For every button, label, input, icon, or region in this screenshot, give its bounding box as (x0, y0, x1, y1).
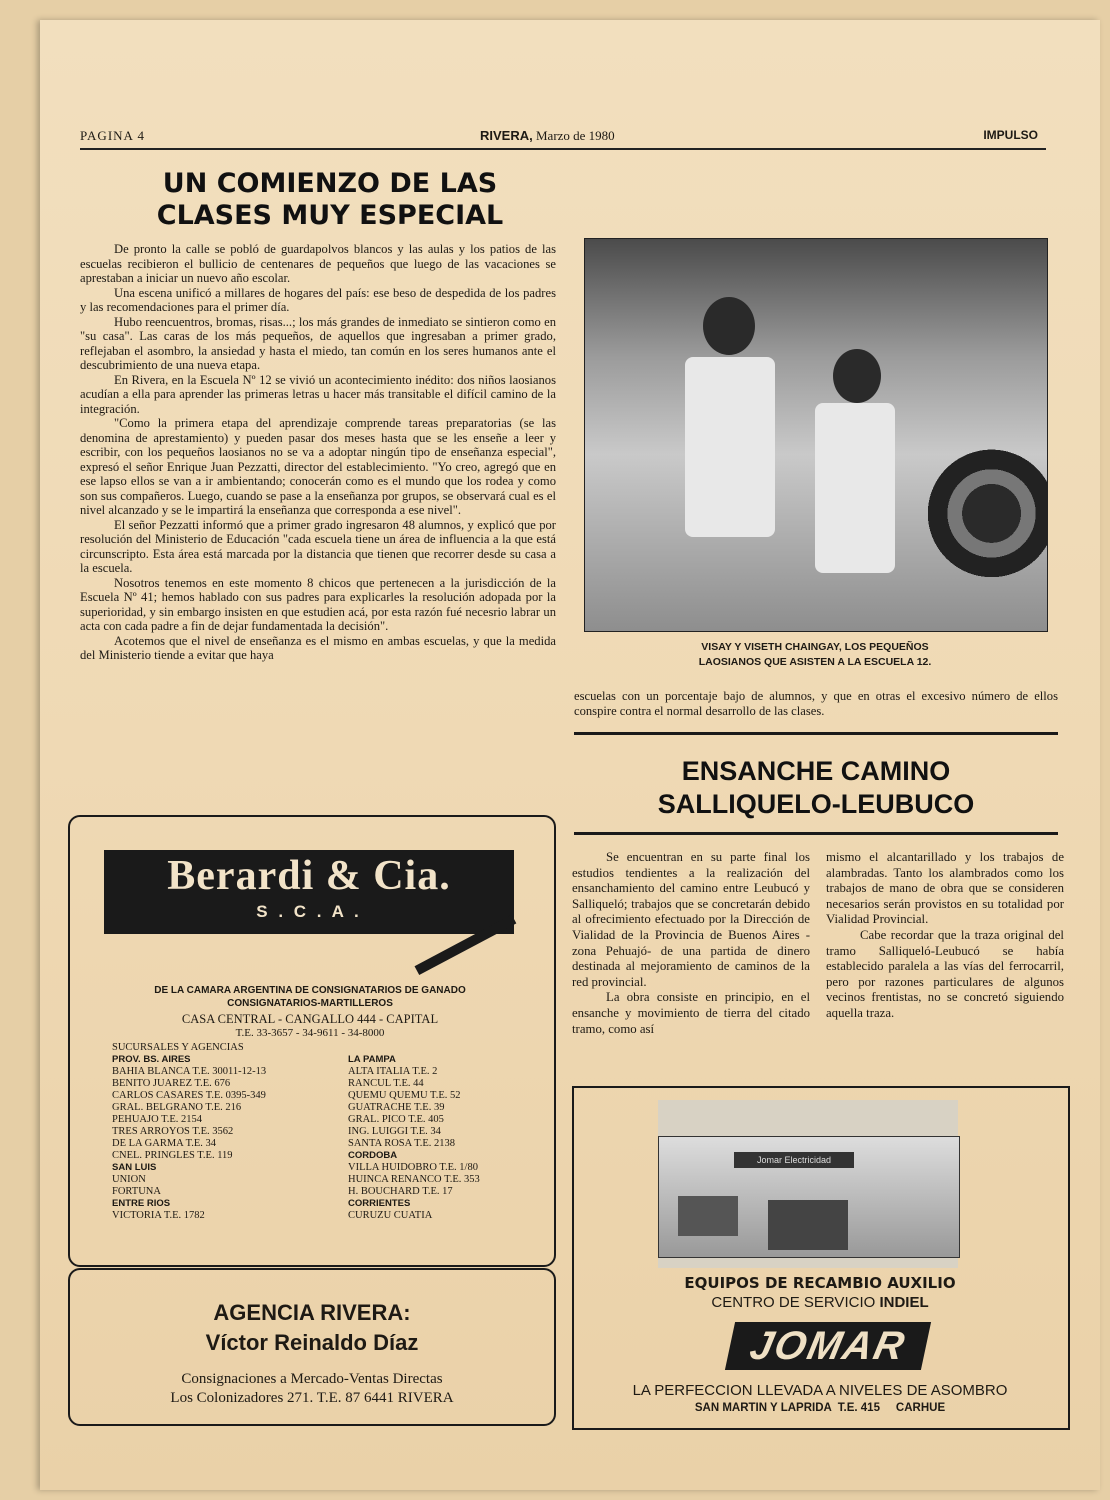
branch-item: BAHIA BLANCA T.E. 30011-12-13 (112, 1066, 267, 1077)
branch-item: VICTORIA T.E. 1782 (112, 1210, 205, 1221)
paragraph: Se encuentran en su parte final los estudios tendientes a la realización del ensanchamiento del camino entre Leubucó y Salliqueló; trabajos que se concretarán debido al ofrecimiento efectuado por la Dirección de Vialidad de la Provincia de Buenos Aires -zona Pehuajó- de una partida de dinero destinada al mejoramiento de caminos de la red provincial. (572, 850, 810, 989)
photo-caption: VISAY Y VISETH CHAINGAY, LOS PEQUEÑOS LAOSIANOS QUE ASISTEN A LA ESCUELA 12. (698, 641, 932, 668)
branch-item: VILLA HUIDOBRO T.E. 1/80 (348, 1162, 478, 1173)
paragraph: Nosotros tenemos en este momento 8 chicos que pertenecen a la jurisdicción de la Escuela Nº 41; hemos hablado con sus padres para explicarles la resolución adopada por la superioridad, y sin embargo insisten en que estudien acá, por esta razón fué necesrio labrar un acta con cada padre a fin de dejar fundamentada la decisión". (80, 575, 556, 633)
ad-berardi-address: CASA CENTRAL - CANGALLO 444 - CAPITAL T.E. 33-3657 - 34-9611 - 34-8000 (181, 1012, 439, 1039)
paragraph: Cabe recordar que la traza original del tramo Salliqueló-Leubucó se había establecido paralela a las vías del ferrocarril, pero por razones particulares de algunos vecinos frentistas, no se concretó siguiendo aquella traza. (826, 927, 1064, 1020)
divider (574, 832, 1058, 835)
article2-column-2 (826, 850, 1064, 1022)
photo-laotian-children (584, 238, 1048, 632)
article-body (80, 242, 556, 663)
paragraph: Hubo reencuentros, bromas, risas...; los más grandes de inmediato se sintieron como en "su casa". Las caras de los más pequeños, de aquellos que ingresaban a primer grado, reflejaban el asombro, la ansiedad y hasta el miedo, tan común en los seres humanos ante el descubrimiento de una nueva etapa. (80, 314, 556, 372)
jomar-address: SAN MARTIN Y LAPRIDA T.E. 415 CARHUE (694, 1402, 946, 1414)
page-number: PAGINA 4 (80, 128, 145, 143)
paragraph: Una escena unificó a millares de hogares del país: ese beso de despedida de los padres y las recomendaciones para el primer día. (80, 285, 556, 314)
branch-item: H. BOUCHARD T.E. 17 (348, 1186, 453, 1197)
branch-item: UNION (112, 1174, 146, 1185)
branch-item: SUCURSALES Y AGENCIAS (112, 1042, 244, 1053)
branch-item: SAN LUIS (112, 1162, 157, 1173)
masthead (80, 128, 1046, 150)
branch-item: ENTRE RIOS (112, 1198, 171, 1209)
berardi-logo: Berardi & Cia. S . C . A . (104, 850, 514, 934)
paragraph: "Como la primera etapa del aprendizaje comprende tareas preparatorias (se las denomina de aprestamiento) y pueden pasar dos meses hasta que se les enseñe a leer y escribir, con los pequeños laosianos no se va a adoptar ningún tipo de enseñanza especial", expresó el señor Enrique Juan Pezzatti, director del establecimiento. "Yo creo, agregó que en ese lapso ellos se van a ir ambientando; conocerán como es el mundo que los rodea y como son sus compañeros. Luego, cuando se pase a la enseñanza por grupos, se observará cual es el nivel alcanzado y se le impartirá la enseñanza que corresponda a ese nivel". (80, 416, 556, 517)
branch-list-right (348, 1054, 548, 1222)
store-window (768, 1200, 848, 1250)
branch-item: GRAL. BELGRANO T.E. 216 (112, 1102, 242, 1113)
paragraph: Acotemos que el nivel de enseñanza es el mismo en ambas escuelas, y que la medida del Ministerio tiende a evitar que haya (80, 633, 556, 662)
branch-item: PROV. BS. AIRES (112, 1054, 191, 1065)
branch-item: TRES ARROYOS T.E. 3562 (112, 1126, 234, 1137)
branch-item: CARLOS CASARES T.E. 0395-349 (112, 1090, 266, 1101)
branch-item: CORRIENTES (348, 1198, 411, 1209)
jomar-tagline: EQUIPOS DE RECAMBIO AUXILIO CENTRO DE SERVICIO INDIEL (684, 1274, 956, 1311)
branch-item: CNEL. PRINGLES T.E. 119 (112, 1150, 233, 1161)
branch-list-left (112, 1042, 332, 1222)
store-sign: Jomar Electricidad (734, 1152, 854, 1168)
divider (574, 732, 1058, 735)
branch-item: RANCUL T.E. 44 (348, 1078, 424, 1089)
paragraph: El señor Pezzatti informó que a primer grado ingresaron 48 alumnos, y explicó que por resolución del Ministerio de Educación "cada escuela tiene un área de influencia a la que está circunscripto. Esta área está marcada por la distancia que tienen que recorrer desde su casa a la escuela. (80, 517, 556, 575)
branch-item: HUINCA RENANCO T.E. 353 (348, 1174, 480, 1185)
branch-item: BENITO JUAREZ T.E. 676 (112, 1078, 231, 1089)
child-head (833, 349, 881, 403)
agency-title: AGENCIA RIVERA: Víctor Reinaldo Díaz (205, 1300, 419, 1355)
branch-item: PEHUAJO T.E. 2154 (112, 1114, 203, 1125)
paragraph: De pronto la calle se pobló de guardapolvos blancos y las aulas y los patios de las escuelas recibieron el bullicio de centenares de pequeños que luego de las vacaciones se aprestaban a iniciar un nuevo año escolar. (80, 242, 556, 285)
article-continuation: escuelas con un porcentaje bajo de alumnos, y que en otras el excesivo número de ellos conspire contra el normal desarrollo de las clases. (574, 689, 1058, 718)
child-figure (685, 357, 775, 537)
paragraph: mismo el alcantarillado y los trabajos de alambradas. Tanto los alambrados como los trabajos de mano de obra que se consideren necesarios serán provistos en su totalidad por Vialidad Provincial. (826, 850, 1064, 927)
branch-item: FORTUNA (112, 1186, 161, 1197)
jomar-logo: JOMAR (725, 1322, 931, 1370)
store-photo (658, 1100, 958, 1268)
article2-column-1 (572, 850, 810, 1037)
branch-item: ING. LUIGGI T.E. 34 (348, 1126, 441, 1137)
store-window (678, 1196, 738, 1236)
paragraph: La obra consiste en principio, en el ensanche y movimiento de tierra del citado tramo, como así (572, 990, 810, 1036)
branch-item: DE LA GARMA T.E. 34 (112, 1138, 217, 1149)
branch-item: QUEMU QUEMU T.E. 52 (348, 1090, 461, 1101)
branch-item: ALTA ITALIA T.E. 2 (348, 1066, 438, 1077)
branch-item: GUATRACHE T.E. 39 (348, 1102, 445, 1113)
article-headline: UN COMIENZO DE LAS CLASES MUY ESPECIAL (156, 168, 504, 231)
branch-item: SANTA ROSA T.E. 2138 (348, 1138, 455, 1149)
article-headline: ENSANCHE CAMINO SALLIQUELO-LEUBUCO (657, 756, 975, 819)
newspaper-name: IMPULSO (983, 128, 1038, 142)
jomar-slogan: LA PERFECCION LLEVADA A NIVELES DE ASOMBRO (632, 1382, 1008, 1399)
branch-item: CORDOBA (348, 1150, 398, 1161)
branch-item: CURUZU CUATIA (348, 1210, 433, 1221)
child-head (703, 297, 755, 355)
dateline: RIVERA, Marzo de 1980 (480, 128, 615, 143)
ad-berardi-header: DE LA CAMARA ARGENTINA DE CONSIGNATARIOS DE GANADO CONSIGNATARIOS-MARTILLEROS (154, 985, 466, 1009)
branch-item: GRAL. PICO T.E. 405 (348, 1114, 444, 1125)
paragraph: En Rivera, en la Escuela Nº 12 se vivió un acontecimiento inédito: dos niños laosianos acudían a ella para aprender las primeras letras u hacer más transitable el difícil camino de la integración. (80, 372, 556, 416)
agency-details: Consignaciones a Mercado-Ventas Directas Los Colonizadores 271. T.E. 87 6441 RIVERA (170, 1371, 454, 1406)
child-figure (815, 403, 895, 573)
branch-item: LA PAMPA (348, 1054, 396, 1065)
